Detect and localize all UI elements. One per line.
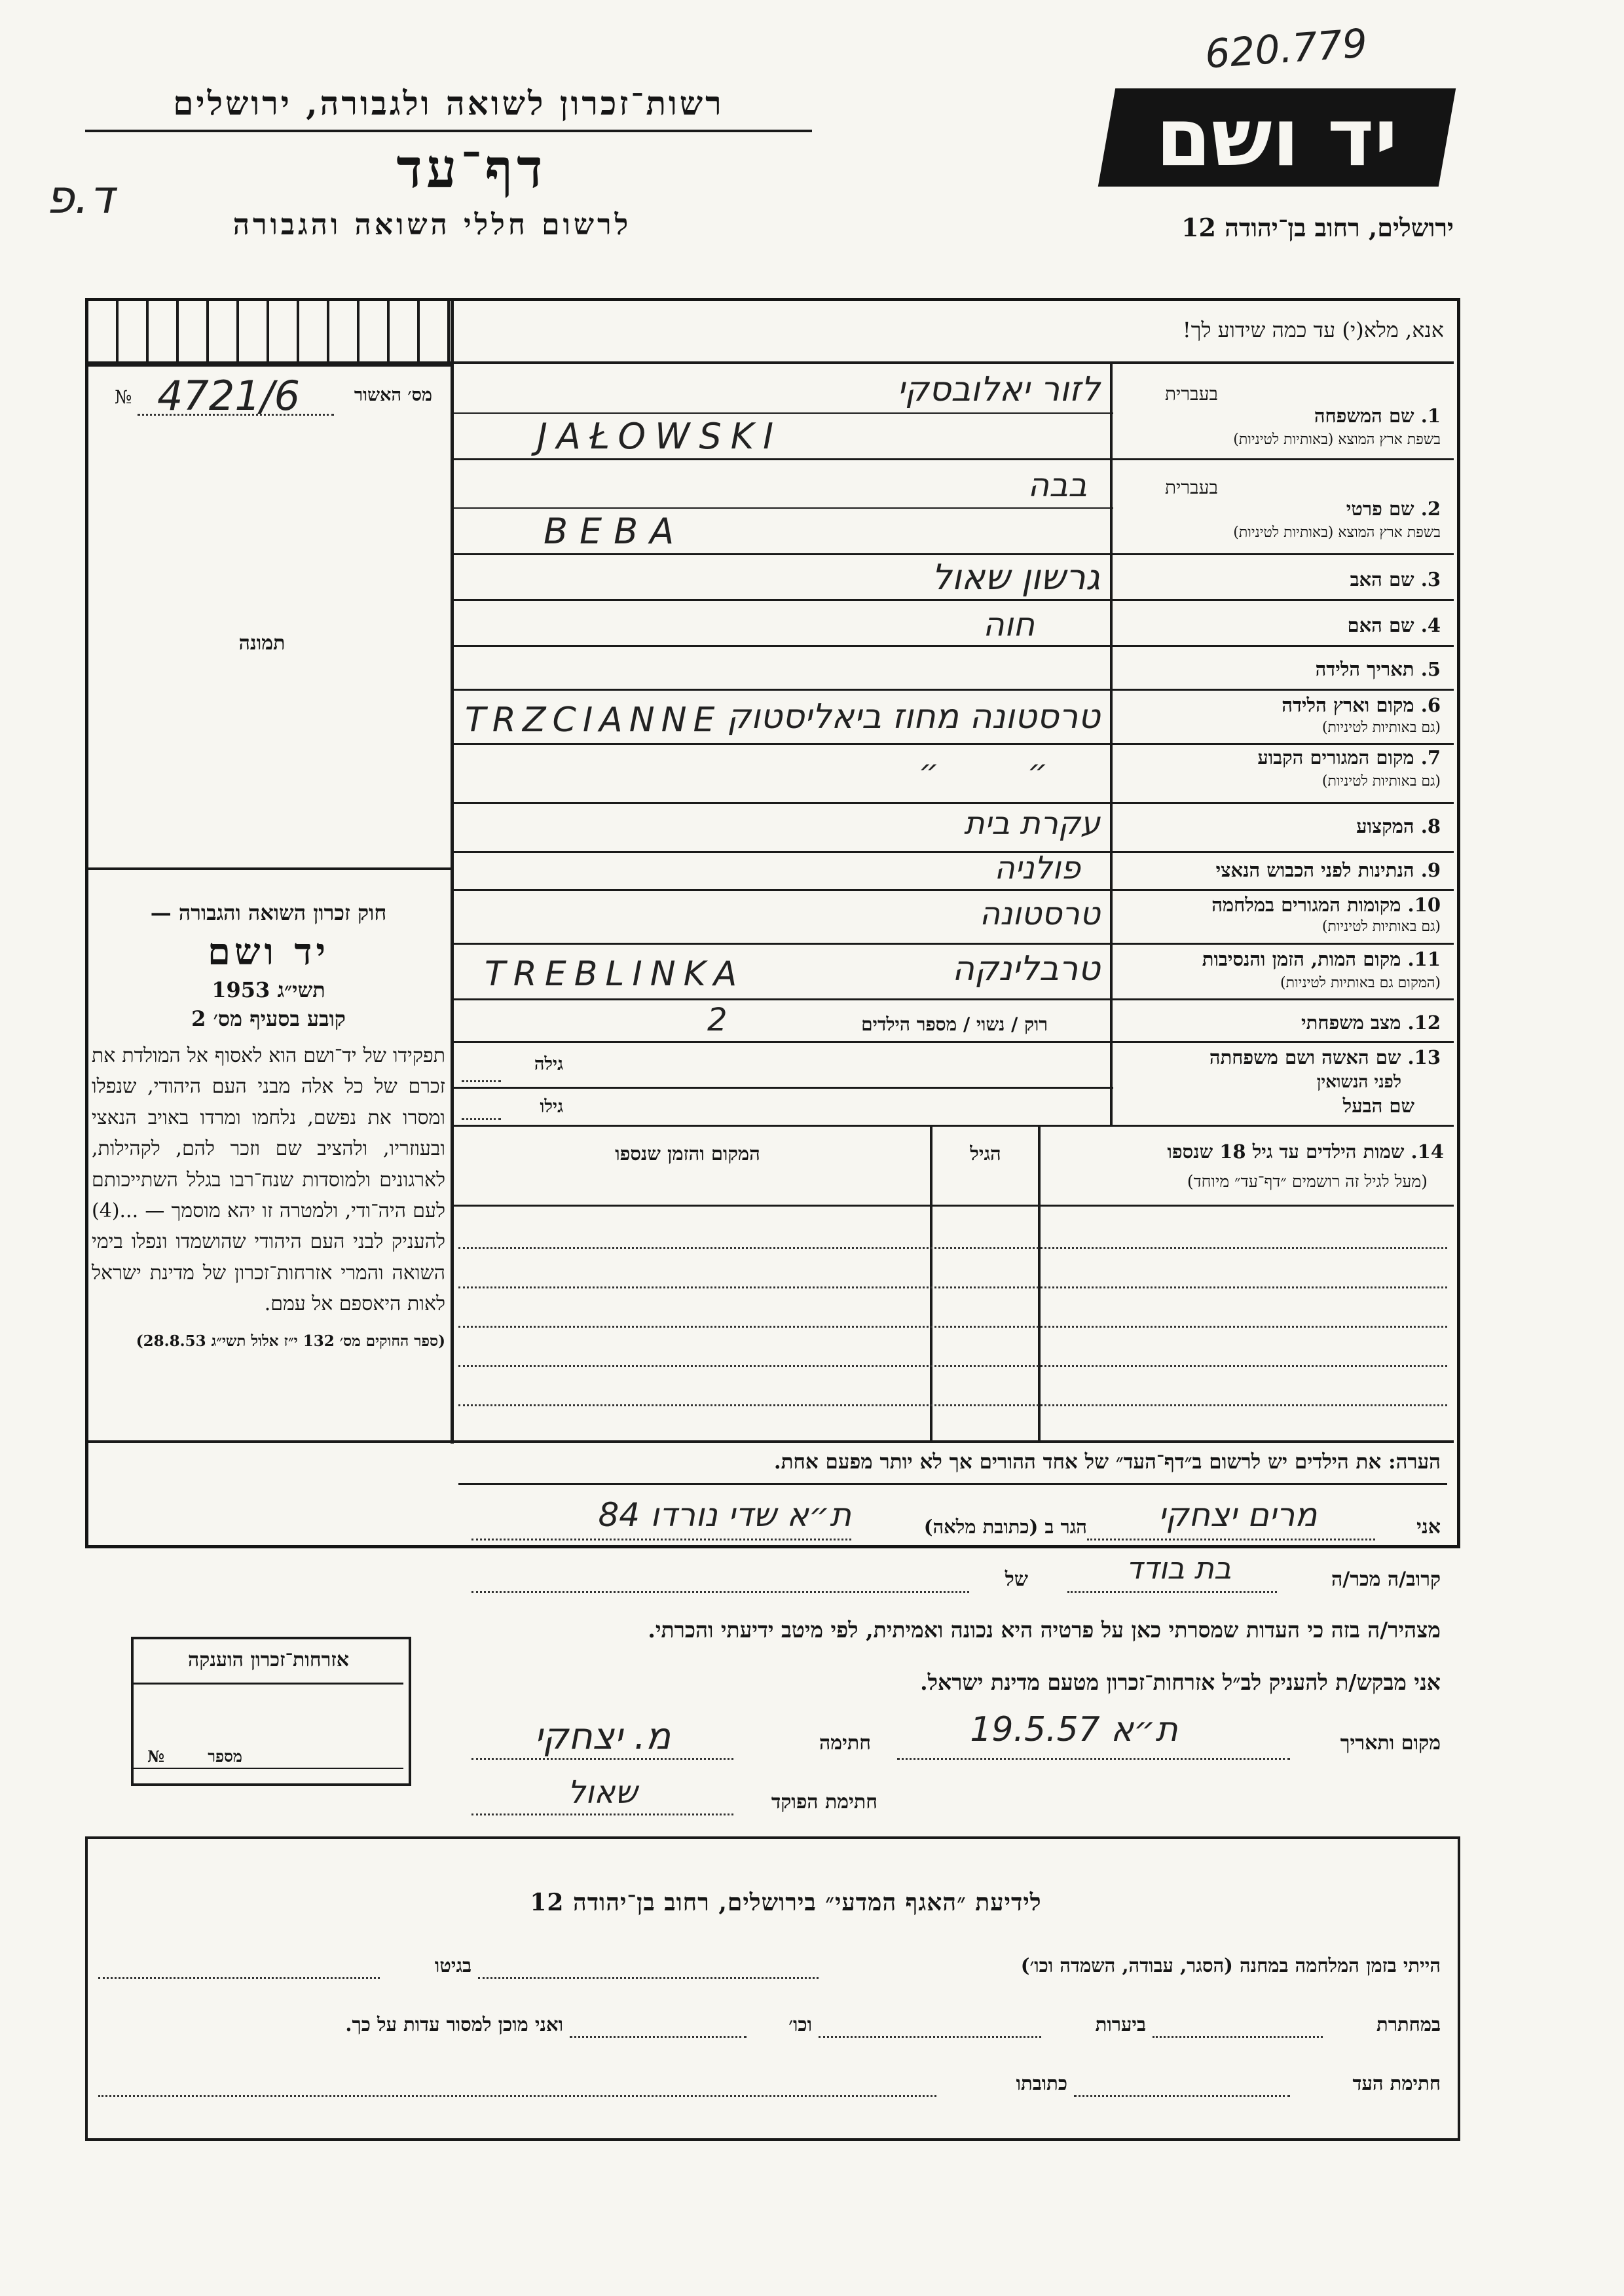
info-line3-a: חתימת העד — [1352, 2072, 1441, 2094]
request-text: אני מבקש/ת להעניק לב״ל אזרחות־זכרון מטעם מדינת ישראל. — [920, 1669, 1441, 1695]
field4-num: 4. — [1420, 614, 1441, 636]
resides-label: הגר ב (כתובת מלאה) — [923, 1516, 1087, 1538]
info-line2-b: ביערות — [1095, 2013, 1146, 2035]
declaration-text: מצהיר/ה בזה כי העדות שמסרתי כאן על פרטיה היא נכונה ואמיתית, לפי מיטב ידיעתי והכרתי. — [648, 1617, 1441, 1643]
info-section-left — [85, 1836, 88, 2141]
row-sep-10 — [452, 943, 1454, 945]
field8-label — [1126, 815, 1441, 838]
field5-num: 5. — [1420, 658, 1441, 680]
field1-label — [1126, 405, 1441, 428]
law-text: תפקידו של יד־ושם הוא לאסוף אל המולדת את זכרם של כל אלה מבני העם היהודי, שנפלו ומסרו את נפשם, נלחמו ומרדו באויב הנאצי ובעוזריו, ולהציב שם וזכר להם, לקהילות, לארגונים ולמוסדות שנח־רבו בגלל השתייכותם לעם היה־ודי, ולמטרה זו יהא מוסמך — ...(4) להעניק לבני העם היהודי שהושמדו ונפלו בימי השואה והמרי אזרחות־זכרון של מדינת ישראל לאות היאספם אל עמם. — [92, 1044, 445, 1316]
info-line2-forest-line — [819, 2036, 1041, 2038]
field1-num: 1. — [1420, 405, 1441, 427]
field12-label — [1126, 1011, 1441, 1034]
intro-text: אנא, מלא(י) עד כמה שידוע לך! — [1182, 318, 1444, 342]
field10-sub: (גם באותיות לטיניות) — [1321, 919, 1441, 935]
field5-label-text: תאריך הלידה — [1315, 658, 1414, 680]
field4-label-text: שם האם — [1347, 614, 1414, 636]
husband-age-line — [462, 1118, 501, 1120]
info-section-right — [1458, 1836, 1460, 2141]
citizenship-number-label: מספר — [208, 1747, 242, 1766]
authority-name: רשות־זכרון לשואה ולגבורה, ירושלים — [173, 84, 724, 122]
info-line3-b: כתובתו — [1016, 2072, 1067, 2094]
info-line2-a: במחתרת — [1376, 2013, 1441, 2035]
field9-label-text: הנתינות לפני הכבוש הנאצי — [1215, 859, 1414, 881]
field6-num: 6. — [1420, 694, 1441, 716]
info-line1-ghetto-line — [98, 1977, 380, 1979]
field2-num: 2. — [1420, 498, 1441, 520]
row-sep-7 — [452, 802, 1454, 804]
info-line2-etc-line — [570, 2036, 747, 2038]
row-sep-14 — [452, 1125, 1454, 1127]
declarant-name[interactable]: מרים יצחקי — [1158, 1496, 1318, 1534]
field1-value-hebrew[interactable]: לזור יאלובסקי — [896, 370, 1100, 409]
top-tick-row — [88, 301, 465, 363]
photo-top-line — [88, 364, 452, 367]
husband-label: שם הבעל — [1342, 1095, 1414, 1117]
place-date-value[interactable]: ת״א 19.5.57 — [970, 1710, 1178, 1749]
row-sep-2 — [452, 553, 1454, 555]
field10-label — [1120, 894, 1441, 917]
field12-label-text: מצב משפחתי — [1301, 1011, 1401, 1034]
field1-sub-hebrew: בעברית — [1164, 383, 1218, 405]
label-column-divider — [1110, 364, 1113, 1127]
row-sep-4 — [452, 645, 1454, 647]
signature-label: חתימה — [819, 1732, 871, 1755]
info-line1-a: הייתי בזמן המלחמה במחנה (הסגר, עבודה, השמדה וכו׳) — [1020, 1954, 1441, 1977]
declarant-address[interactable]: ת״א שדי נורדו 84 — [598, 1496, 851, 1534]
approval-number-label: מס׳ האשור — [354, 385, 432, 405]
field3-label — [1126, 568, 1441, 591]
info-line3-address-line — [98, 2095, 936, 2097]
field9-num: 9. — [1420, 859, 1441, 881]
field13-num: 13. — [1407, 1046, 1441, 1068]
field10-num: 10. — [1407, 894, 1441, 916]
husband-age-label: גילו — [540, 1097, 563, 1117]
field2-sub-latin: בשפת ארץ המוצא (באותיות לטיניות) — [1233, 524, 1441, 541]
field7-value[interactable]: ״ ״ — [918, 753, 1048, 790]
official-signature-value[interactable]: שאול — [567, 1774, 638, 1811]
relative-label: קרוב/ה מכר/ה — [1331, 1568, 1441, 1591]
field8-num: 8. — [1420, 815, 1441, 837]
place-date-line — [897, 1758, 1290, 1760]
citizenship-title: אזרחות־זכרון הוענקה — [187, 1649, 350, 1671]
field2-label — [1126, 498, 1441, 520]
info-line2-c: וכו׳ — [788, 2013, 812, 2035]
children-col-age-left — [930, 1126, 932, 1440]
row1-mid — [452, 412, 1113, 414]
children-row-4 — [458, 1365, 1447, 1367]
left-column-divider — [451, 301, 454, 1444]
info-line2-underground-line — [1153, 2036, 1323, 2038]
field13-label — [1120, 1046, 1441, 1069]
field4-value[interactable]: חוה — [983, 606, 1035, 644]
field9-value[interactable]: פולניה — [994, 850, 1080, 886]
field1-label-text: שם המשפחה — [1314, 405, 1414, 427]
children-label-text: שמות הילדים עד גיל 18 שנספו — [1167, 1140, 1405, 1163]
field11-label-text: מקום המות, הזמן והנסיבות — [1202, 948, 1401, 970]
row-sep-9 — [452, 889, 1454, 891]
field12-children-count[interactable]: 2 — [707, 1002, 728, 1038]
field7-label-text: מקום המגורים הקבוע — [1257, 746, 1414, 769]
children-col-place: המקום והזמן שנספו — [615, 1142, 760, 1165]
row2-mid — [452, 507, 1113, 509]
citizenship-number-line — [134, 1768, 403, 1769]
address-header: ירושלים, רחוב בן־יהודה 12 — [1181, 213, 1454, 242]
children-sub: (מעל לגיל זה רושמים ״דף־עד״ מיוחד) — [1187, 1172, 1428, 1191]
law-year: תשי״ג 1953 — [212, 977, 325, 1002]
relation-value[interactable]: בת בודד — [1126, 1550, 1232, 1586]
field10-value[interactable]: טרסטונה — [979, 896, 1100, 932]
row-sep-3 — [452, 599, 1454, 601]
field7-label — [1126, 746, 1441, 769]
official-signature-label: חתימת הפוקד — [771, 1791, 877, 1813]
field11-label — [1120, 948, 1441, 971]
field3-num: 3. — [1420, 568, 1441, 591]
form-title: דף־עד — [396, 137, 547, 200]
signature-line — [471, 1758, 733, 1760]
field12-options: רוק / נשוי / מספר הילדים — [861, 1013, 1048, 1035]
field6-label — [1126, 694, 1441, 717]
logo-text: יד ושם — [1156, 91, 1398, 184]
official-signature-line — [471, 1813, 733, 1815]
note-text: הערה: את הילדים יש לרשום ב״דף־העד״ של אחד ההורים אך לא יותר מפעם אחת. — [773, 1450, 1441, 1474]
info-section-bottom — [85, 2138, 1460, 2141]
field6-label-text: מקום וארץ הלידה — [1282, 694, 1414, 716]
of-line — [471, 1591, 969, 1593]
law-clause: קובע בסעיף מס׳ 2 — [191, 1006, 346, 1031]
row-sep-13 — [452, 1087, 1113, 1089]
margin-mark: ד.פ — [46, 170, 115, 224]
form-subtitle: לרשום חללי השואה והגבורה — [232, 208, 632, 242]
children-label — [1048, 1140, 1444, 1163]
field5-label — [1126, 658, 1441, 681]
photo-bottom-line — [88, 867, 452, 870]
approval-number-line — [138, 414, 334, 416]
children-row-1 — [458, 1247, 1447, 1249]
children-row-2 — [458, 1286, 1447, 1288]
field9-label — [1120, 859, 1441, 882]
field7-sub: (גם באותיות לטיניות) — [1321, 773, 1441, 790]
field11-value-latin[interactable]: TREBLINKA — [485, 955, 745, 994]
field2-sub-hebrew: בעברית — [1164, 477, 1218, 498]
field4-label — [1126, 614, 1441, 637]
field11-value[interactable]: טרבלינקה — [951, 949, 1100, 989]
yad-vashem-logo — [1098, 88, 1456, 187]
field8-value[interactable]: עקרת בית — [963, 805, 1100, 842]
note-underline — [458, 1483, 1447, 1485]
law-source: (ספר החוקים מס׳ 132 י״ז אלול תשי״ג 28.8.53) — [136, 1332, 445, 1350]
field1-sub-latin: בשפת ארץ המוצא (באותיות לטיניות) — [1233, 431, 1441, 448]
row-sep-11 — [452, 998, 1454, 1000]
citizenship-title-underline — [134, 1683, 403, 1685]
place-date-label: מקום ותאריך — [1340, 1732, 1441, 1755]
declarant-i-label: אני — [1416, 1516, 1441, 1539]
field6-value[interactable]: טרסטונה מחוז ביאליסטוק — [726, 697, 1100, 737]
declarant-name-line — [1087, 1539, 1375, 1540]
children-num: 14. — [1411, 1140, 1444, 1163]
field10-label-text: מקומות המגורים במלחמה — [1211, 894, 1401, 916]
field2-label-text: שם פרטי — [1346, 498, 1414, 520]
row-sep-1 — [452, 458, 1454, 460]
field6-sub: (גם באותיות לטיניות) — [1321, 720, 1441, 736]
info-line2-d: ואני מוכן למסור עדות על כך. — [345, 2013, 563, 2035]
field13-label-text: שם האשה ושם משפחתה — [1209, 1046, 1401, 1068]
row-sep-5 — [452, 689, 1454, 691]
field7-num: 7. — [1420, 746, 1441, 769]
field3-label-text: שם האב — [1350, 568, 1414, 591]
children-header-bottom — [452, 1205, 1454, 1207]
field1-value-latin[interactable]: JAŁOWSKI — [537, 416, 783, 457]
declarant-address-line — [471, 1539, 851, 1540]
approval-no-symbol: № — [115, 386, 132, 408]
of-label: של — [1005, 1568, 1028, 1591]
children-row-3 — [458, 1326, 1447, 1328]
children-col-age: הגיל — [970, 1142, 1001, 1165]
info-title: לידיעת ״האגף המדעי״ בירושלים, רחוב בן־יהודה 12 — [530, 1889, 1042, 1916]
signature-value[interactable]: מ. יצחקי — [534, 1715, 671, 1758]
field2-value-latin[interactable]: BEBA — [544, 511, 686, 552]
field2-value-hebrew[interactable]: בבה — [1027, 466, 1087, 504]
upper-section-bottom — [88, 1440, 1454, 1443]
row-sep-12 — [452, 1041, 1454, 1043]
children-col-age-right — [1038, 1126, 1041, 1440]
row-sep-6 — [452, 743, 1454, 745]
photo-label: תמונה — [238, 632, 286, 655]
approval-number-value[interactable]: 4721/6 — [157, 372, 301, 420]
law-title: חוק זכרון השואה והגבורה — — [150, 900, 387, 925]
citizenship-no-symbol: № — [147, 1747, 165, 1766]
field12-num: 12. — [1407, 1011, 1441, 1034]
wife-age-label: גילה — [534, 1054, 563, 1074]
law-box — [92, 900, 445, 1351]
field3-value[interactable]: גרשון שאול — [931, 556, 1100, 598]
authority-underline — [85, 130, 812, 132]
info-section-top — [85, 1836, 1460, 1839]
field6-value-latin[interactable]: TRZCIANNE — [465, 701, 722, 740]
relation-line — [1067, 1591, 1277, 1593]
field8-label-text: המקצוע — [1356, 815, 1414, 837]
info-line1-b: בגיטו — [434, 1954, 471, 1977]
field13-sub: לפני הנשואין — [1316, 1072, 1401, 1092]
archive-number: 620.779 — [1203, 20, 1369, 78]
info-line3-signature-line — [1074, 2095, 1290, 2097]
children-row-5 — [458, 1404, 1447, 1406]
info-line1-camp-line — [478, 1977, 819, 1979]
law-org: יד ושם — [207, 930, 330, 974]
field11-sub: (המקום גם באותיות לטיניות) — [1280, 975, 1441, 991]
wife-age-line — [462, 1080, 501, 1082]
field11-num: 11. — [1407, 948, 1441, 970]
